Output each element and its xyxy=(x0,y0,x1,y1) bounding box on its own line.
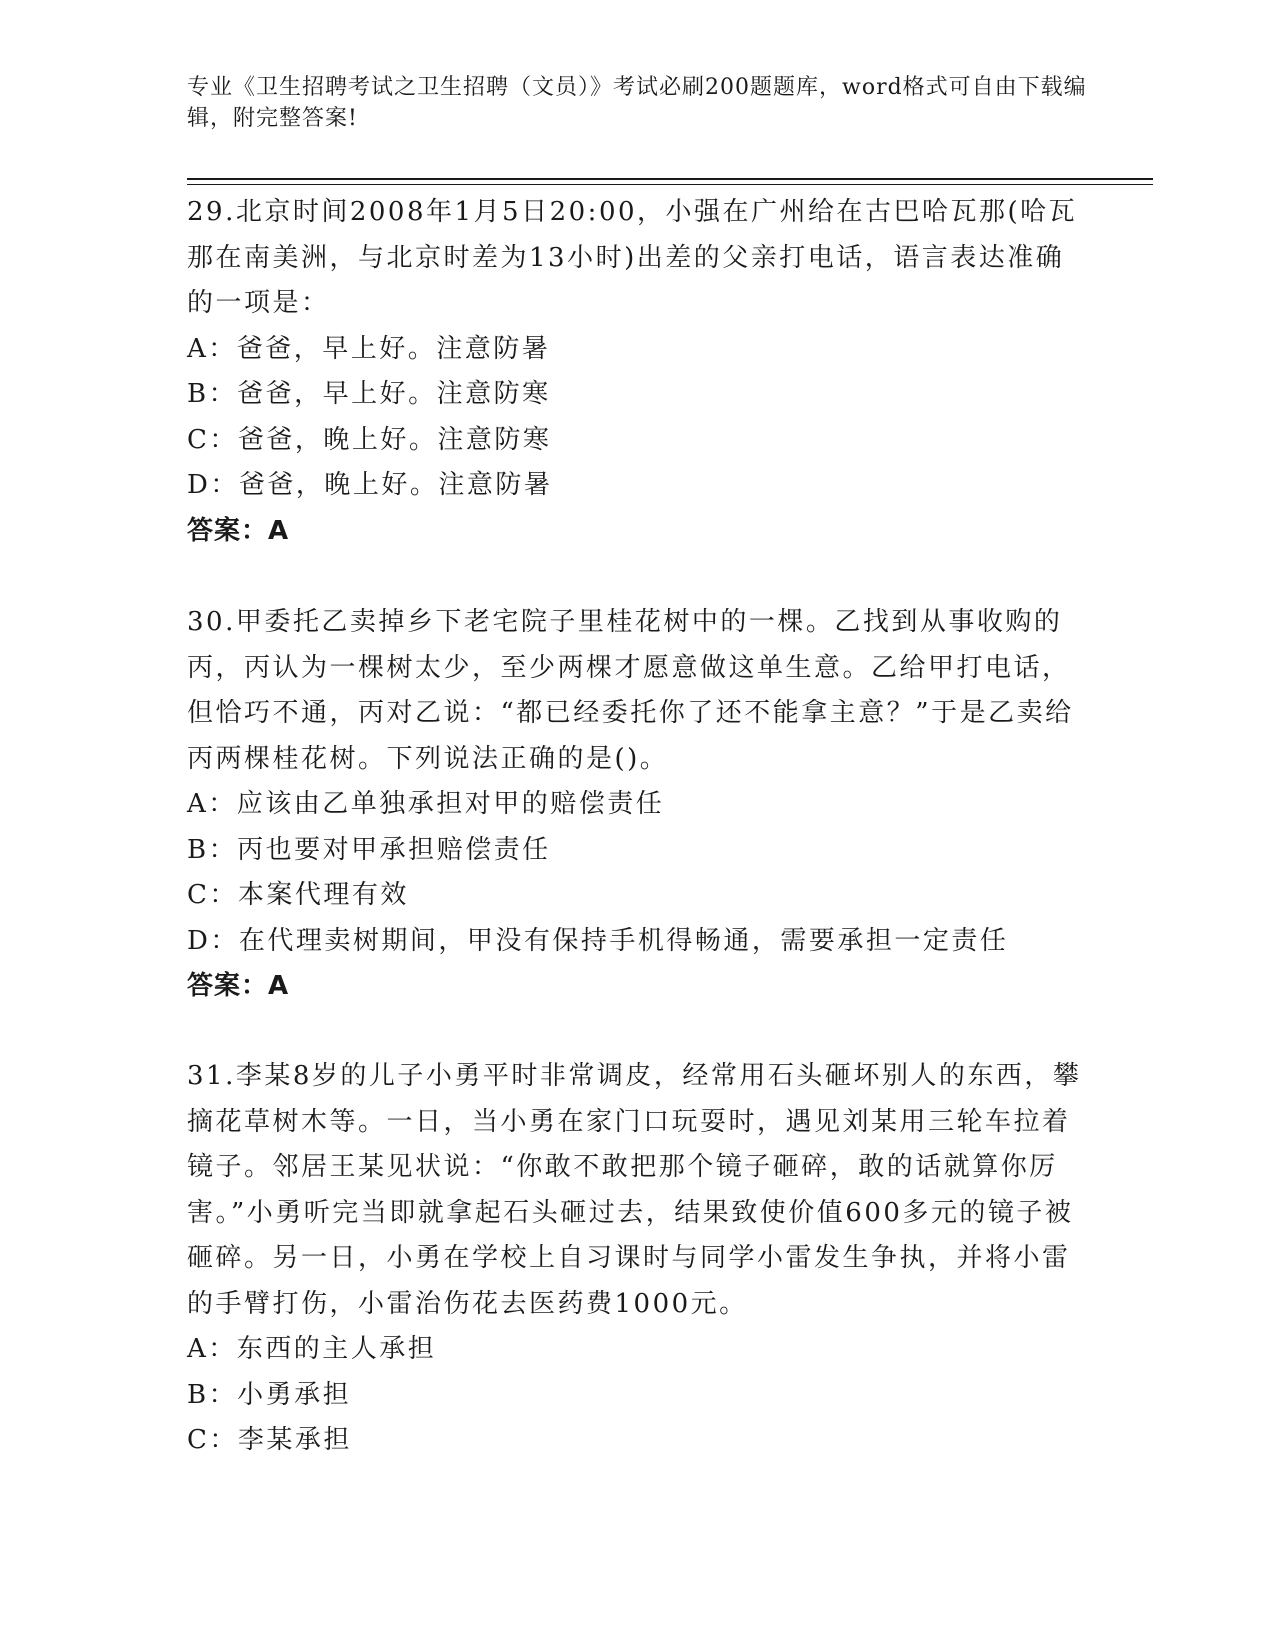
option-b: B：小勇承担 xyxy=(187,1379,352,1410)
option-a: A：应该由乙单独承担对甲的赔偿责任 xyxy=(187,789,665,819)
option-c: C：李某承担 xyxy=(187,1425,352,1455)
option-b: B：爸爸，早上好。注意防寒 xyxy=(187,379,551,409)
question-text: 29.北京时间2008年1月5日20:00，小强在广州给在古巴哈瓦那(哈瓦那在南美洲，与北京时差为13小时)出差的父亲打电话，语言表达准确的一项是： xyxy=(187,197,1078,318)
option-d: D：在代理卖树期间，甲没有保持手机得畅通，需要承担一定责任 xyxy=(187,925,1009,956)
header-divider-thick xyxy=(187,178,1153,180)
question-29 xyxy=(187,190,1087,554)
question-text: 31.李某8岁的儿子小勇平时非常调皮，经常用石头砸坏别人的东西，攀摘花草树木等。一日，当小勇在家门口玩耍时，遇见刘某用三轮车拉着镜子。邻居王某见状说：“你敢不敢把那个镜子砸碎，敢的话就算你厉害。”小勇听完当即就拿起石头砸过去，结果致使价值600多元的镜子被砸碎。另一日，小勇在学校上自习课时与同学小雷发生争执，并将小雷的手臂打伤，小雷治伤花去医药费1000元。 xyxy=(187,1061,1082,1319)
header-divider-thin xyxy=(187,184,1153,185)
question-text: 30.甲委托乙卖掉乡下老宅院子里桂花树中的一棵。乙找到从事收购的丙，丙认为一棵树太少，至少两棵才愿意做这单生意。乙给甲打电话，但恰巧不通，丙对乙说：“都已经委托你了还不能拿主意？”于是乙卖给丙两棵桂花树。下列说法正确的是()。 xyxy=(187,607,1074,774)
question-30 xyxy=(187,600,1087,1010)
document-header: 专业《卫生招聘考试之卫生招聘（文员）》考试必刷200题题库，word格式可自由下载编辑，附完整答案! xyxy=(187,75,1087,131)
answer: 答案：A xyxy=(187,971,290,1001)
option-c: C：本案代理有效 xyxy=(187,880,409,910)
option-d: D：爸爸，晚上好。注意防暑 xyxy=(187,470,553,500)
answer: 答案：A xyxy=(187,515,290,546)
question-31 xyxy=(187,1054,1087,1464)
option-b: B：丙也要对甲承担赔偿责任 xyxy=(187,834,551,865)
option-c: C：爸爸，晚上好。注意防寒 xyxy=(187,424,552,455)
option-a: A：爸爸，早上好。注意防暑 xyxy=(187,333,551,364)
option-a: A：东西的主人承担 xyxy=(187,1334,437,1364)
